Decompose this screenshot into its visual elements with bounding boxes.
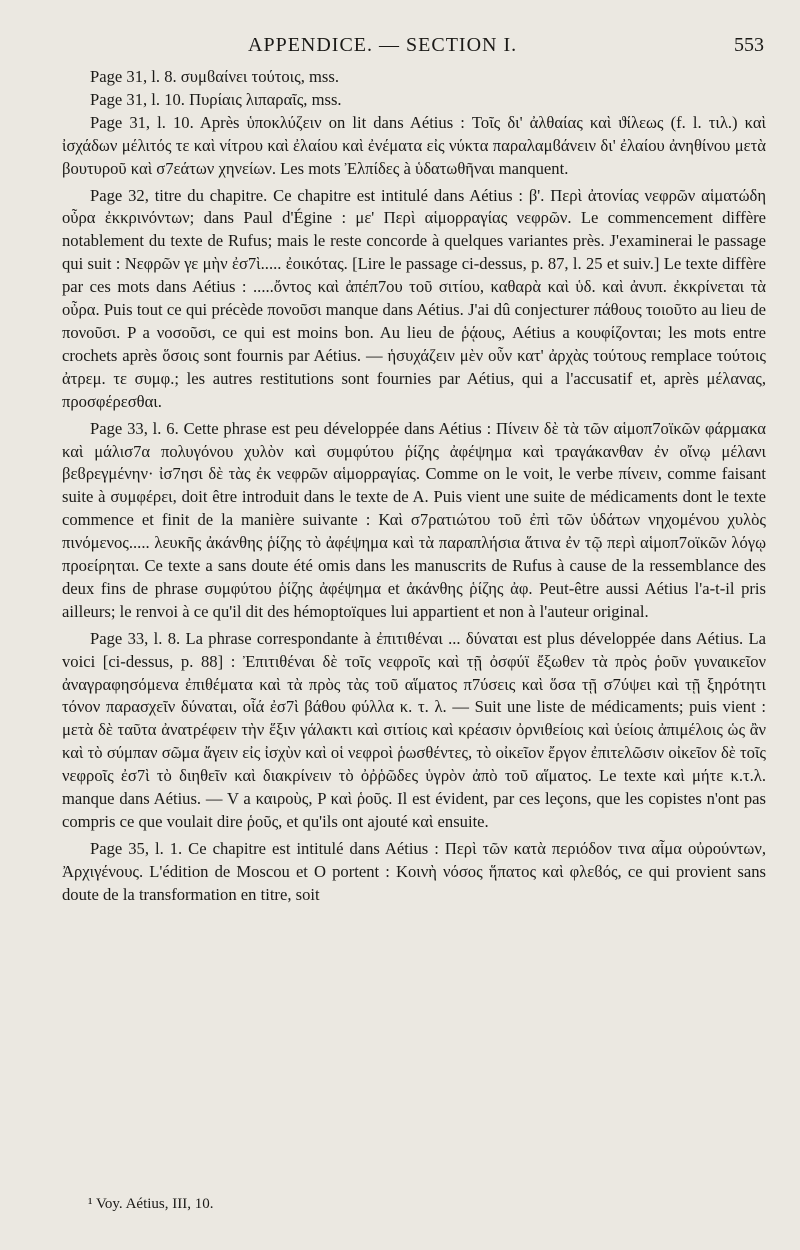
note-page31-l10-aetius: Page 31, l. 10. Après ὑποκλύζειν on lit dans Aétius : Τοῖς δι' ἀλθαίας καὶ ϑίλεως (f. l. τιλ.) καὶ ἰσχάδων μέλιτός τε καὶ νίτρου καὶ ἐλαίου καὶ ἐνέματα εἰς νύκτα παραλαμϐάνειν δι' ἐλαίου ἀνηθίνου μετὰ βουτυροῦ καὶ σ7εάτων χηνείων. Les mots Ἐλπίδες à ὑδατωθῆναι manquent. [62, 112, 766, 178]
footnote: ¹ Voy. Aétius, III, 10. [88, 1196, 214, 1212]
running-header [0, 34, 800, 64]
note-page31-l10: Page 31, l. 10. Πυρίαις λιπαραῖς, mss. [90, 89, 342, 109]
main-text [62, 66, 766, 907]
note-page33-l6: Page 33, l. 6. Cette phrase est peu développée dans Aétius : Πίνειν δὲ τὰ τῶν αἱμοπ7οϊκῶν φάρμακα καὶ μάλισ7α πολυγόνου χυλὸν καὶ συμφύτου ῥίζης ἀφέψημα καὶ τραγάκανθαν ἐν οἴνῳ μέλανι βεϐρεγμένην· ἰσ7ησι δὲ τὰς ἐκ νεφρῶν αἱμορραγίας. Comme on le voit, le verbe πίνειν, comme faisant suite à συμφέρει, doit être introduit dans le texte de A. Puis vient une suite de médicaments dont le texte commence et finit de la manière suivante : Καὶ σ7ρατιώτου τοῦ ἐπὶ τῶν ὑδάτων νηχομένου χυλὸς πινόμενος..... λευκῆς ἀκάνθης ῥίζης τὸ ἀφέψημα καὶ τὰ παραπλήσια ἅτινα ἐν τῷ περὶ αἱμοπ7οϊκῶν λόγῳ προείρηται. Ce texte a sans doute été omis dans les manuscrits de Rufus à cause de la ressemblance des deux fins de phrase συμφύτου ῥίζης ἀφέψημα et ἀκάνθης ῥίζης ἀφ. Peut-être aussi Aétius l'a-t-il pris ailleurs; le renvoi à ce qu'il dit des hémoptoïques lui appartient et non à l'auteur original. [62, 418, 766, 621]
note-page35-l1: Page 35, l. 1. Ce chapitre est intitulé dans Aétius : Περὶ τῶν κατὰ περιόδον τινα αἷμα οὐρούντων, Ἀρχιγένους. L'édition de Moscou et O portent : Κοινὴ νόσος ἥπατος καὶ φλεϐός, ce qui provient sans doute de la transformation en titre, soit [62, 838, 766, 904]
section-title: APPENDICE. — SECTION I. [248, 34, 518, 56]
note-page31-l8: Page 31, l. 8. συμϐαίνει τούτοις, mss. [90, 67, 339, 86]
note-page32-title: Page 32, titre du chapitre. Ce chapitre est intitulé dans Aétius : β'. Περὶ ἀτονίας νεφρῶν αἱματώδη οὖρα ἐκκρινόντων; dans Paul d'Égine : με' Περὶ αἱμορραγίας νεφρῶν. Le commencement diffère notablement du texte de Rufus; mais le reste concorde à quelques variantes près. J'examinerai le passage qui suit : Νεφρῶν γε μὴν ἐσ7ὶ..... ἐοικότας. [Lire le passage ci-dessus, p. 87, l. 25 et suiv.] Le texte diffère par ces mots dans Aétius : .....ὄντος καὶ ἀπέπ7ου τοῦ σιτίου, καθαρὰ καὶ ὑδ. καὶ ἀνυπ. ἐκκρίνεται τὰ οὖρα. Puis tout ce qui précède πονοῦσι manque dans Aétius. J'ai dû conjecturer πάθους τοιοῦτο au lieu de πονοῦσι. P a νοσοῦσι, ce qui est moins bon. Au lieu de ῥᾴους, Aétius a κουφίζονται; les mots entre crochets après ὅσοις sont fournis par Aétius. — ἡσυχάζειν μὲν οὖν κατ' ἀρχὰς τούτους remplace τούτοις ἀτρεμ. τε συμφ.; les autres restitutions sont fournies par Aétius, qui a l'accusatif et, après μέλανας, προσφέρεσθαι. [62, 185, 766, 411]
note-page33-l8: Page 33, l. 8. La phrase correspondante à ἐπιτιθέναι ... δύναται est plus développée dans Aétius. La voici [ci-dessus, p. 88] : Ἐπιτιθέναι δὲ τοῖς νεφροῖς καὶ τῇ ὀσφύϊ ἔξωθεν τὰ πρὸς ῥοῦν γυναικεῖον ἀναγραφησόμενα ἐπιθέματα καὶ τὰ πρὸς τὰς τοῦ αἵματος π7ύσεις καὶ ὅσα τῇ σ7ύψει καὶ τῇ ξηρότητι τόνον παρασχεῖν δύναται, οἷά ἐσ7ὶ βάθου φύλλα κ. τ. λ. — Suit une liste de médicaments; puis vient : μετὰ δὲ ταῦτα ἀνατρέφειν τὴν ἕξιν γάλακτι καὶ σιτίοις καὶ κρέασιν ὀρνιθείοις καὶ ὑείοις ἀπιμέλοις ὡς ἂν καὶ τὸ σύμπαν σῶμα ἄγειν εἰς ἰσχὺν καὶ οἱ νεφροὶ ῥωσθέντες, τὸ οἰκεῖον ἔργον ἐπιτελῶσιν οἰκεῖον δὲ τοῖς νεφροῖς ἐσ7ὶ τὸ διηθεῖν καὶ διακρίνειν τὸ ὀῤῥῶδες ὑγρὸν ἀπὸ τοῦ αἵματος. Le texte καὶ μήτε κ.τ.λ. manque dans Aétius. — V a καιροὺς, P καὶ ῥοῦς. Il est évident, par ces leçons, que les copistes n'ont pas compris ce que voulait dire ῥοῦς, et qu'ils ont ajouté καὶ ensuite. [62, 628, 766, 831]
page-number: 553 [734, 34, 764, 56]
